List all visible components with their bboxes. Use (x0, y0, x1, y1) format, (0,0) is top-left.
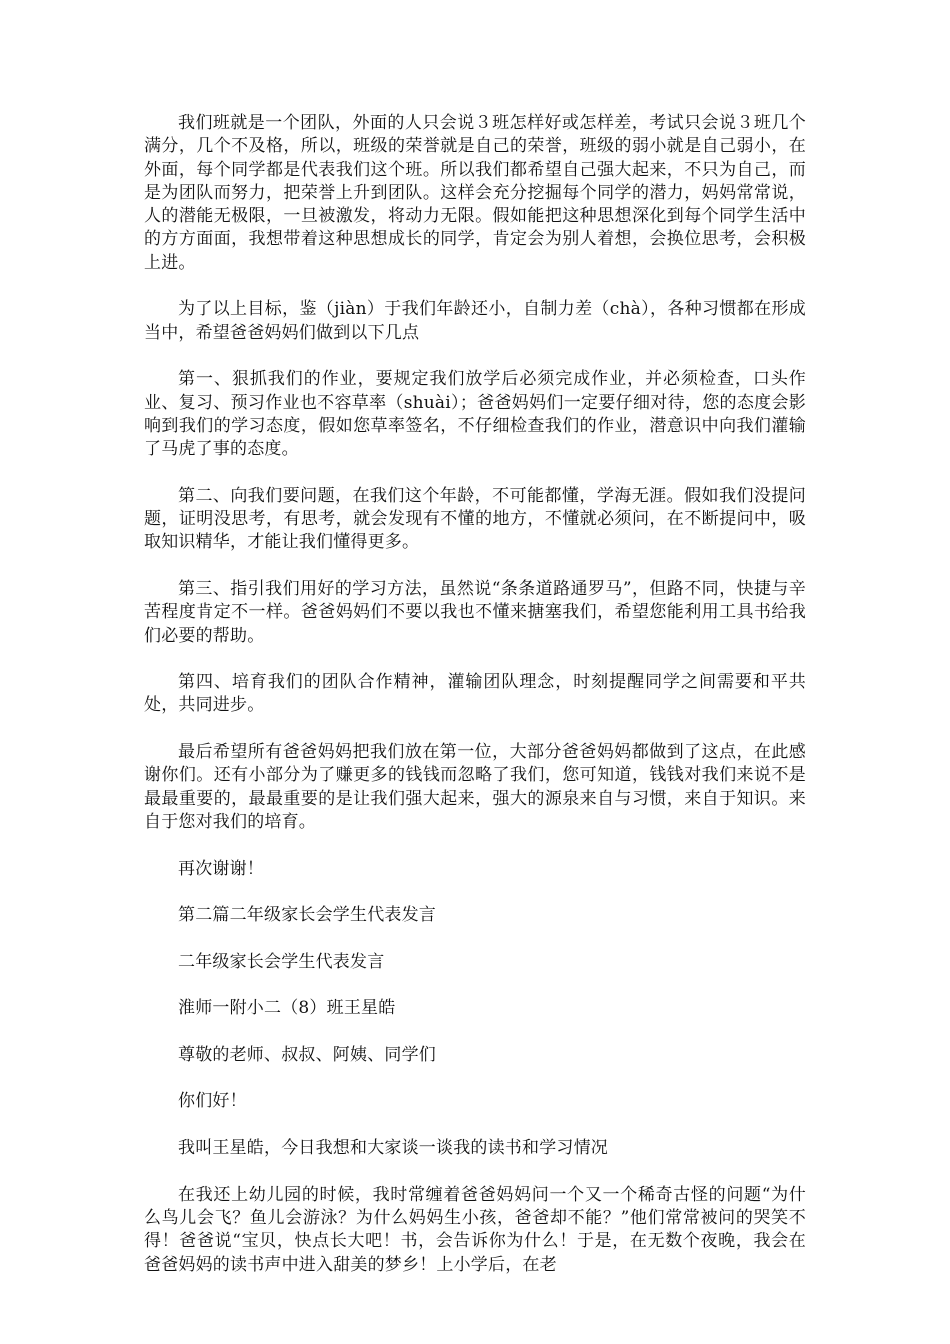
salutation: 尊敬的老师、叔叔、阿姨、同学们 (178, 1044, 436, 1065)
paragraph-thanks: 再次谢谢！ (178, 858, 264, 879)
paragraph-kindergarten: 在我还上幼儿园的时候，我时常缠着爸爸妈妈问一个又一个稀奇古怪的问题“为什么鸟儿会飞？鱼儿会游泳？为什么妈妈生小孩，爸爸却不能？”他们常常被问的哭笑不得！爸爸说“宝贝，快点长大吧！书，会告诉你为什么！于是，在无数个夜晚，我会在爸爸妈妈的读书声中进入甜美的梦乡！上小学后，在老 (144, 1184, 806, 1275)
paragraph-intro: 我叫王星皓，今日我想和大家谈一谈我的读书和学习情况 (178, 1138, 608, 1159)
section-heading: 第二篇二年级家长会学生代表发言 (178, 905, 436, 926)
paragraph-second-point: 第二、向我们要问题，在我们这个年龄，不可能都懂，学海无涯。假如我们没提问题，证明没思考，有思考，就会发现有不懂的地方，不懂就必须问，在不断提问中，吸取知识精华，才能让我们懂得更多。 (144, 485, 806, 553)
speech-title: 二年级家长会学生代表发言 (178, 951, 385, 972)
speaker-line: 淮师一附小二（8）班王星皓 (178, 998, 396, 1019)
paragraph-goals: 为了以上目标，鉴（jiàn）于我们年龄还小，自制力差（chà），各种习惯都在形成当中，希望爸爸妈妈们做到以下几点 (144, 299, 806, 343)
document-body (144, 112, 806, 1277)
paragraph-fourth-point: 第四、培育我们的团队合作精神，灌输团队理念，时刻提醒同学之间需要和平共处，共同进步。 (144, 672, 806, 716)
paragraph-team: 我们班就是一个团队，外面的人只会说３班怎样好或怎样差，考试只会说３班几个满分，几个不及格，所以，班级的荣誉就是自己的荣誉，班级的弱小就是自己弱小，在外面，每个同学都是代表我们这个班。所以我们都希望自己强大起来，不只为自己，而是为团队而努力，把荣誉上升到团队。这样会充分挖掘每个同学的潜力，妈妈常常说，人的潜能无极限，一旦被激发，将动力无限。假如能把这种思想深化到每个同学生活中的方方面面，我想带着这种思想成长的同学，肯定会为别人着想，会换位思考，会积极上进。 (144, 113, 806, 273)
paragraph-closing: 最后希望所有爸爸妈妈把我们放在第一位，大部分爸爸妈妈都做到了这点，在此感谢你们。还有小部分为了赚更多的钱钱而忽略了我们，您可知道，钱钱对我们来说不是最最重要的，最最重要的是让我们强大起来，强大的源泉来自与习惯，来自于知识。来自于您对我们的培育。 (144, 742, 806, 832)
greeting: 你们好！ (178, 1091, 247, 1112)
paragraph-third-point: 第三、指引我们用好的学习方法，虽然说“条条道路通罗马”，但路不同，快捷与辛苦程度肯定不一样。爸爸妈妈们不要以我也不懂来搪塞我们，希望您能利用工具书给我们必要的帮助。 (144, 578, 806, 646)
paragraph-first-point: 第一、狠抓我们的作业，要规定我们放学后必须完成作业，并必须检查，口头作业、复习、预习作业也不容草率（shuài）；爸爸妈妈们一定要仔细对待，您的态度会影响到我们的学习态度，假如您草率签名，不仔细检查我们的作业，潜意识中向我们灌输了马虎了事的态度。 (144, 369, 806, 460)
